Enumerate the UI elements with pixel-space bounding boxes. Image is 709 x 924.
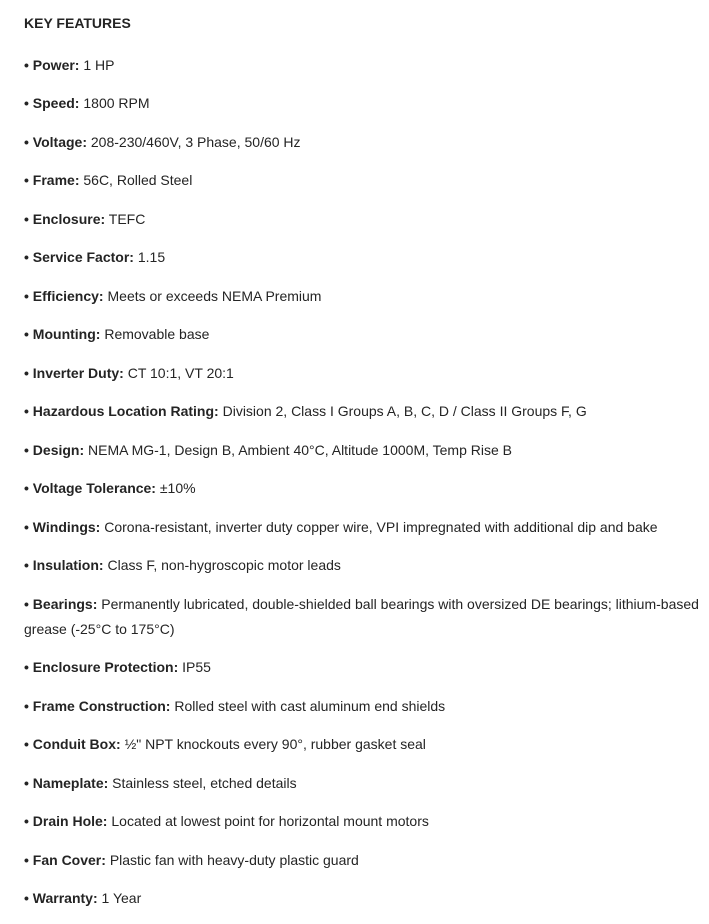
feature-item xyxy=(24,245,700,270)
bullet-icon: • xyxy=(24,133,29,150)
feature-item xyxy=(24,771,700,796)
bullet-icon: • xyxy=(24,210,29,227)
bullet-icon: • xyxy=(24,557,29,573)
bullet-icon: • xyxy=(24,441,29,458)
feature-item xyxy=(24,207,700,232)
feature-list xyxy=(24,53,709,912)
feature-item xyxy=(24,732,700,757)
bullet-icon: • xyxy=(24,480,29,496)
feature-value: ½" NPT knockouts every 90°, rubber gasket seal xyxy=(124,736,426,752)
bullet-icon: • xyxy=(24,890,29,906)
bullet-icon: • xyxy=(24,326,29,342)
feature-value: Class F, non-hygroscopic motor leads xyxy=(107,557,341,573)
feature-item xyxy=(24,553,700,578)
feature-item xyxy=(24,284,700,309)
feature-label: Windings: xyxy=(32,518,101,535)
feature-label: Efficiency: xyxy=(32,287,104,304)
bullet-icon: • xyxy=(24,287,29,304)
feature-item xyxy=(24,168,700,193)
feature-item xyxy=(24,399,700,424)
feature-label: Power: xyxy=(32,56,80,73)
feature-value: 1 HP xyxy=(83,56,115,73)
bullet-icon: • xyxy=(24,518,29,535)
feature-item xyxy=(24,361,700,386)
feature-item xyxy=(24,53,700,78)
feature-value: 208-230/460V, 3 Phase, 50/60 Hz xyxy=(90,133,301,150)
feature-value: Located at lowest point for horizontal mount motors xyxy=(111,813,429,829)
feature-label: Enclosure: xyxy=(32,210,106,227)
bullet-icon: • xyxy=(24,172,29,188)
feature-label: Frame: xyxy=(32,172,80,188)
feature-label: Speed: xyxy=(32,95,80,111)
feature-label: Design: xyxy=(32,441,85,458)
feature-item xyxy=(24,515,700,540)
feature-label: Mounting: xyxy=(32,326,101,342)
feature-label: Insulation: xyxy=(32,557,104,573)
feature-value: Plastic fan with heavy-duty plastic guard xyxy=(109,851,359,868)
feature-value: IP55 xyxy=(182,659,211,675)
feature-item xyxy=(24,322,700,347)
feature-value: ±10% xyxy=(159,480,196,496)
bullet-icon: • xyxy=(24,56,29,73)
bullet-icon: • xyxy=(24,249,29,265)
feature-label: Nameplate: xyxy=(32,774,109,791)
feature-label: Service Factor: xyxy=(32,249,134,265)
feature-label: Warranty: xyxy=(32,890,98,906)
feature-value: Division 2, Class I Groups A, B, C, D / Class II Groups F, G xyxy=(222,403,587,419)
feature-item xyxy=(24,655,700,680)
bullet-icon: • xyxy=(24,403,29,419)
feature-value: Corona-resistant, inverter duty copper wire, VPI impregnated with additional dip and bake xyxy=(104,518,658,535)
feature-label: Enclosure Protection: xyxy=(32,659,179,675)
feature-value: 1.15 xyxy=(137,249,166,265)
feature-item xyxy=(24,809,700,834)
feature-value: 1800 RPM xyxy=(83,95,150,111)
bullet-icon: • xyxy=(24,95,29,111)
feature-item xyxy=(24,886,700,911)
feature-value: CT 10:1, VT 20:1 xyxy=(127,364,234,381)
bullet-icon: • xyxy=(24,364,29,381)
bullet-icon: • xyxy=(24,736,29,752)
feature-label: Voltage Tolerance: xyxy=(32,480,156,496)
feature-label: Hazardous Location Rating: xyxy=(32,403,219,419)
feature-value: Stainless steel, etched details xyxy=(112,774,297,791)
feature-value: 56C, Rolled Steel xyxy=(83,172,193,188)
bullet-icon: • xyxy=(24,774,29,791)
feature-label: Drain Hole: xyxy=(32,813,108,829)
feature-item xyxy=(24,694,700,719)
feature-value: NEMA MG-1, Design B, Ambient 40°C, Altitude 1000M, Temp Rise B xyxy=(88,441,513,458)
feature-value: TEFC xyxy=(108,210,146,227)
feature-value: 1 Year xyxy=(101,890,142,906)
feature-item xyxy=(24,91,700,116)
feature-value: Meets or exceeds NEMA Premium xyxy=(107,287,322,304)
feature-value: Rolled steel with cast aluminum end shields xyxy=(174,697,446,714)
feature-value: Permanently lubricated, double-shielded ball bearings with oversized DE bearings; lithium-based grease (-25°C to 175°C) xyxy=(24,595,699,637)
feature-label: Frame Construction: xyxy=(32,697,171,714)
feature-label: Fan Cover: xyxy=(32,851,106,868)
section-heading: KEY FEATURES xyxy=(24,15,131,31)
bullet-icon: • xyxy=(24,851,29,868)
bullet-icon: • xyxy=(24,595,29,612)
feature-label: Conduit Box: xyxy=(32,736,121,752)
feature-label: Inverter Duty: xyxy=(32,364,124,381)
feature-item xyxy=(24,476,700,501)
feature-item xyxy=(24,438,700,463)
feature-item xyxy=(24,592,700,642)
feature-item xyxy=(24,130,700,155)
feature-label: Voltage: xyxy=(32,133,87,150)
feature-value: Removable base xyxy=(104,326,210,342)
bullet-icon: • xyxy=(24,659,29,675)
bullet-icon: • xyxy=(24,813,29,829)
feature-label: Bearings: xyxy=(32,595,98,612)
bullet-icon: • xyxy=(24,697,29,714)
feature-item xyxy=(24,848,700,873)
